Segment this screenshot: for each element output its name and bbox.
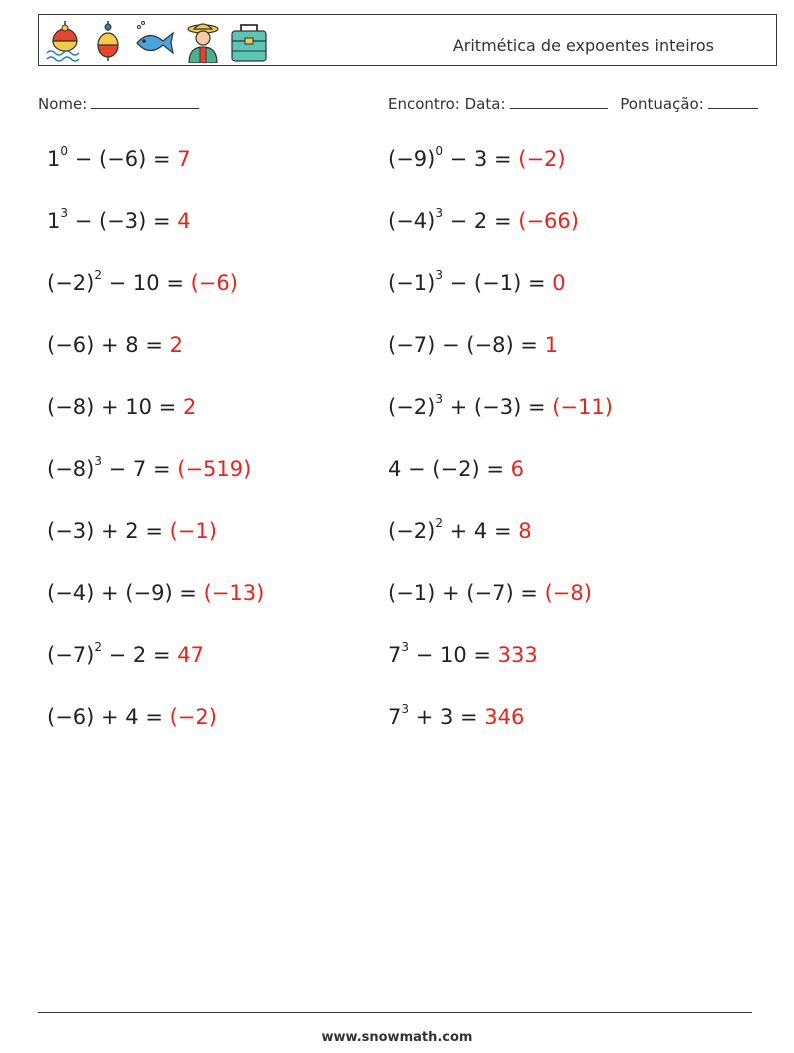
problem-exponent: 0 bbox=[60, 144, 69, 158]
problem-expression: − 7 = bbox=[101, 457, 178, 481]
worksheet-header bbox=[38, 14, 777, 66]
problem-answer: (−2) bbox=[169, 705, 217, 729]
problem-base: (−3) + 2 = bbox=[47, 519, 170, 543]
problem-item bbox=[47, 454, 252, 481]
page-title: Aritmética de expoentes inteiros bbox=[452, 36, 714, 55]
problem-base: 7 bbox=[388, 705, 402, 729]
fishing-float-on-water-icon bbox=[45, 19, 85, 63]
problem-base: (−6) + 4 = bbox=[47, 705, 170, 729]
score-blank[interactable] bbox=[708, 94, 758, 109]
problem-exponent: 2 bbox=[435, 516, 443, 530]
name-blank[interactable] bbox=[91, 94, 199, 109]
date-score-fields bbox=[388, 94, 758, 113]
problem-answer: (−1) bbox=[169, 519, 217, 543]
problem-base: (−7) bbox=[47, 643, 95, 667]
footer-divider bbox=[38, 1012, 752, 1013]
problem-exponent: 3 bbox=[435, 206, 443, 220]
tackle-box-icon bbox=[229, 19, 269, 63]
footer-url: www.snowmath.com bbox=[321, 1030, 473, 1045]
problem-expression: − 2 = bbox=[101, 643, 178, 667]
problem-answer: 2 bbox=[182, 395, 197, 419]
problem-exponent: 0 bbox=[435, 144, 443, 158]
problem-answer: (−2) bbox=[518, 147, 566, 171]
problem-answer: 0 bbox=[552, 271, 566, 295]
problem-answer: 47 bbox=[177, 643, 204, 667]
name-field bbox=[38, 94, 199, 113]
problem-item bbox=[47, 206, 191, 233]
score-label: Pontuação: bbox=[620, 95, 704, 113]
problem-base: 1 bbox=[47, 209, 61, 233]
problem-expression: − (−3) = bbox=[68, 209, 178, 233]
name-label: Nome: bbox=[38, 95, 88, 113]
problem-exponent: 3 bbox=[401, 702, 410, 716]
problem-base: (−2) bbox=[388, 519, 436, 543]
problem-item bbox=[47, 333, 183, 357]
problem-base: (−2) bbox=[47, 271, 95, 295]
problem-base: 4 − (−2) = bbox=[388, 457, 511, 481]
problem-exponent: 3 bbox=[60, 206, 69, 220]
problem-base: (−9) bbox=[388, 147, 436, 171]
problem-item bbox=[47, 640, 204, 667]
fisherman-icon bbox=[183, 19, 223, 63]
problem-base: (−7) − (−8) = bbox=[388, 333, 545, 357]
problem-item bbox=[388, 702, 525, 729]
problem-exponent: 3 bbox=[94, 454, 102, 468]
problem-answer: (−8) bbox=[544, 581, 592, 605]
problem-item bbox=[47, 519, 217, 543]
problem-expression: − 10 = bbox=[101, 271, 191, 295]
problem-base: 7 bbox=[388, 643, 402, 667]
problem-answer: 2 bbox=[169, 333, 183, 357]
problem-answer: 7 bbox=[177, 147, 191, 171]
problem-item bbox=[388, 516, 532, 543]
problem-item bbox=[388, 333, 558, 357]
problem-expression: − 3 = bbox=[442, 147, 519, 171]
problem-exponent: 3 bbox=[435, 392, 443, 406]
problem-item bbox=[388, 457, 524, 481]
problem-answer: (−13) bbox=[203, 581, 265, 605]
problem-answer: (−6) bbox=[190, 271, 238, 295]
problem-item bbox=[47, 705, 217, 729]
problem-expression: + (−3) = bbox=[442, 395, 553, 419]
problem-exponent: 2 bbox=[94, 640, 102, 654]
date-label: Encontro: Data: bbox=[388, 95, 506, 113]
problem-answer: 4 bbox=[177, 209, 191, 233]
problem-answer: (−66) bbox=[518, 209, 579, 233]
problem-item bbox=[388, 640, 538, 667]
problem-expression: − (−6) = bbox=[68, 147, 178, 171]
problem-base: (−6) + 8 = bbox=[47, 333, 170, 357]
problem-answer: 1 bbox=[544, 333, 558, 357]
problem-exponent: 3 bbox=[435, 268, 443, 282]
problem-expression: + 3 = bbox=[409, 705, 485, 729]
problem-base: (−8) + 10 = bbox=[47, 395, 183, 419]
problem-base: (−8) bbox=[47, 457, 95, 481]
problem-base: 1 bbox=[47, 147, 61, 171]
problem-base: (−2) bbox=[388, 395, 436, 419]
problem-expression: − 10 = bbox=[409, 643, 498, 667]
problem-answer: (−519) bbox=[177, 457, 252, 481]
problem-expression: − 2 = bbox=[442, 209, 519, 233]
problem-item bbox=[388, 268, 566, 295]
problem-item bbox=[47, 144, 191, 171]
problem-expression: + 4 = bbox=[442, 519, 519, 543]
problem-answer: 6 bbox=[510, 457, 524, 481]
fish-icon bbox=[133, 19, 177, 63]
problem-item bbox=[388, 581, 592, 605]
problem-answer: 333 bbox=[497, 643, 538, 667]
problem-item bbox=[47, 268, 238, 295]
fishing-bobber-icon bbox=[93, 19, 123, 63]
problem-item bbox=[388, 206, 579, 233]
problem-answer: 346 bbox=[484, 705, 525, 729]
problem-base: (−4) + (−9) = bbox=[47, 581, 204, 605]
date-blank[interactable] bbox=[510, 94, 608, 109]
problem-exponent: 2 bbox=[94, 268, 102, 282]
problem-base: (−1) + (−7) = bbox=[388, 581, 545, 605]
problem-answer: (−11) bbox=[552, 395, 613, 419]
problem-item bbox=[47, 395, 196, 419]
problem-expression: − (−1) = bbox=[442, 271, 553, 295]
problem-item bbox=[388, 144, 566, 171]
problem-base: (−1) bbox=[388, 271, 436, 295]
problem-item bbox=[388, 392, 613, 419]
problem-exponent: 3 bbox=[401, 640, 410, 654]
problem-item bbox=[47, 581, 264, 605]
problem-base: (−4) bbox=[388, 209, 436, 233]
problem-answer: 8 bbox=[518, 519, 532, 543]
